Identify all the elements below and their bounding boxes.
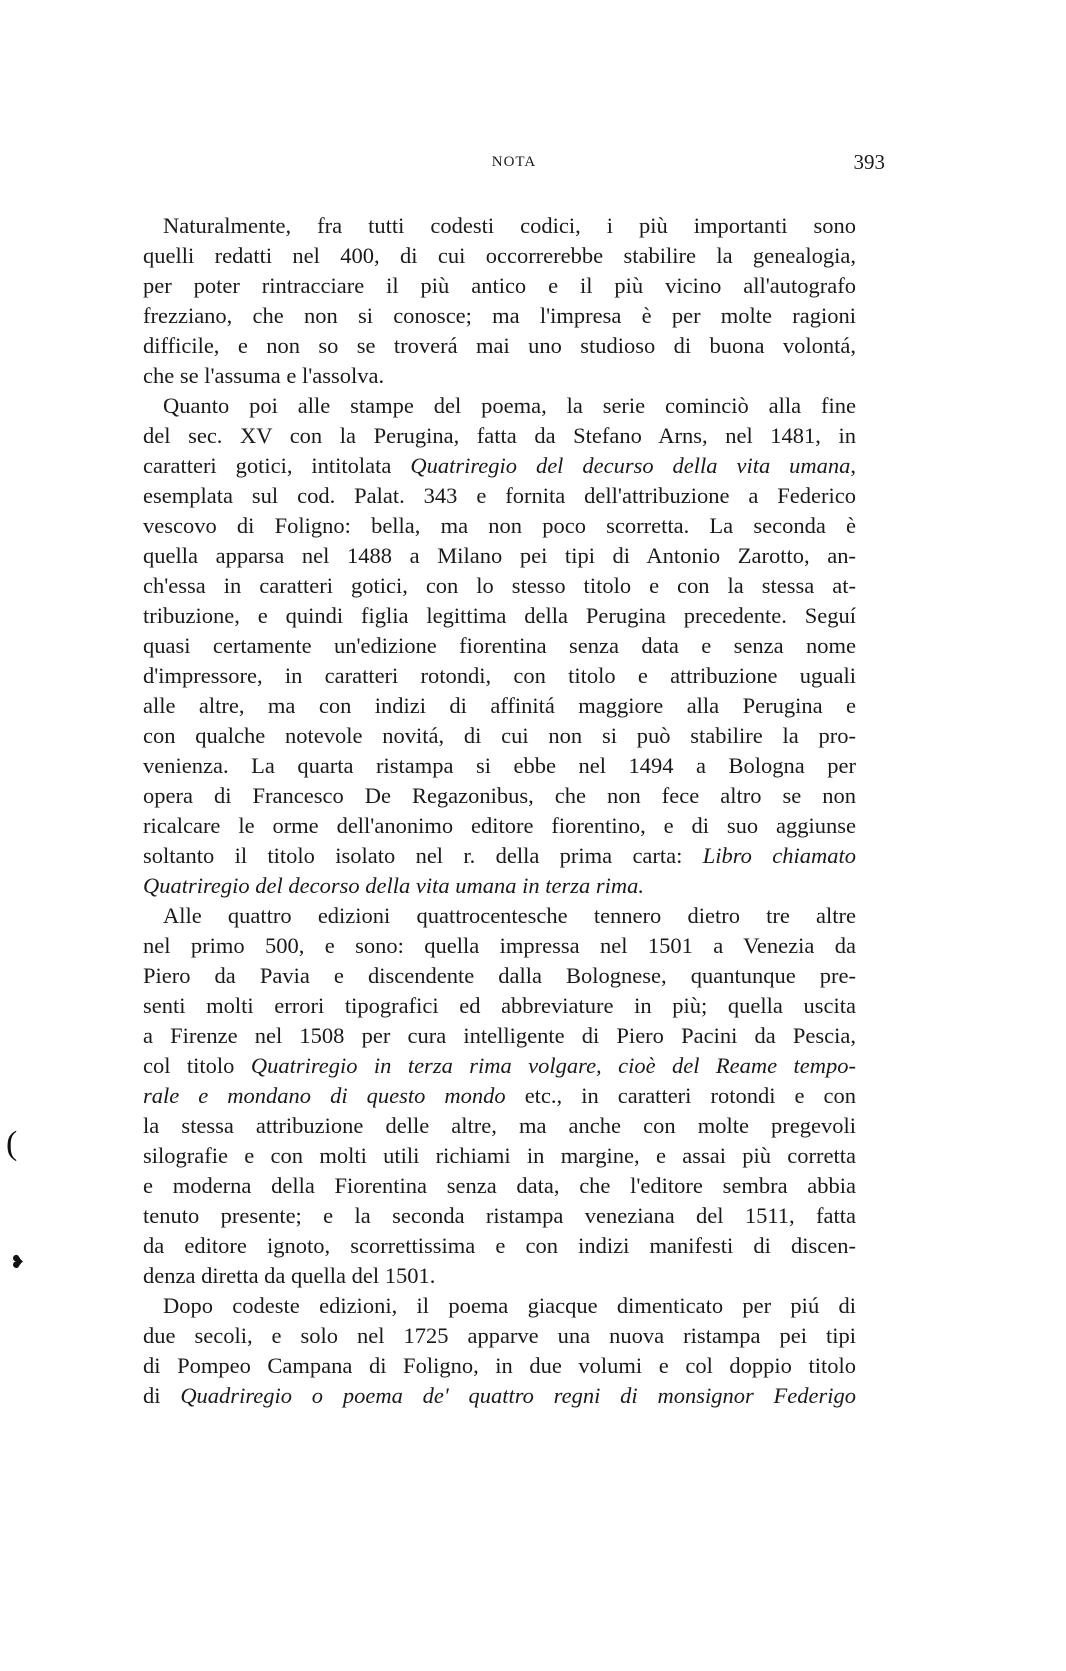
text-line [143,1021,856,1051]
text-segment: di [143,1383,181,1408]
italic-title-text: Quatriregio del decurso della vita umana [410,453,851,478]
text-segment: a Firenze nel 1508 per cura intelligente di Piero Pacini da Pescia, [143,1023,856,1048]
text-segment: del sec. XV con la Perugina, fatta da Stefano Arns, nel 1481, in [143,423,856,448]
text-line [143,931,856,961]
text-segment: con qualche notevole novitá, di cui non si può stabilire la pro- [143,723,856,748]
text-line [143,1171,856,1201]
text-segment: silografie e con molti utili richiami in margine, e assai più corretta [143,1143,856,1168]
text-segment: alle altre, ma con indizi di affinitá maggiore alla Perugina e [143,693,856,718]
text-line [143,1351,856,1381]
text-segment: tribuzione, e quindi figlia legittima della Perugina precedente. Seguí [143,603,856,628]
text-segment: la stessa attribuzione delle altre, ma anche con molte pregevoli [143,1113,856,1138]
text-line [143,691,856,721]
text-line [143,961,856,991]
text-segment: due secoli, e solo nel 1725 apparve una nuova ristampa pei tipi [143,1323,856,1348]
text-segment: difficile, e non so se troverá mai uno studioso di buona volontá, [143,333,856,358]
text-segment: da editore ignoto, scorrettissima e con indizi manifesti di discen- [143,1233,856,1258]
text-segment: col titolo [143,1053,251,1078]
text-segment: quasi certamente un'edizione fiorentina senza data e senza nome [143,633,856,658]
text-segment: caratteri gotici, intitolata [143,453,411,478]
text-segment: denza diretta da quella del 1501. [143,1263,436,1288]
text-line [143,331,856,361]
text-line [143,781,856,811]
margin-ink-mark: ❥ [10,1252,26,1272]
italic-title-text: Libro chiamato [702,843,856,868]
text-line [143,991,856,1021]
text-segment: senti molti errori tipografici ed abbreviature in più; quella uscita [143,993,856,1018]
paragraph [143,211,856,391]
text-line [143,661,856,691]
text-segment: Dopo codeste edizioni, il poema giacque dimenticato per piú di [163,1293,856,1318]
text-segment: Naturalmente, fra tutti codesti codici, i più importanti sono [163,213,856,238]
text-segment: frezziano, che non si conosce; ma l'impresa è per molte ragioni [143,303,856,328]
text-segment: quelli redatti nel 400, di cui occorrerebbe stabilire la genealogia, [143,243,856,268]
text-segment: esemplata sul cod. Palat. 343 e fornita dell'attribuzione a Federico [143,483,856,508]
text-segment: , [850,453,856,478]
text-line [143,391,856,421]
text-segment: che se l'assuma e l'assolva. [143,363,385,388]
text-line [143,1141,856,1171]
text-line [143,1261,856,1291]
text-line [143,631,856,661]
italic-title-text: Quatriregio del decorso della vita umana in terza rima. [143,873,644,898]
text-segment: e moderna della Fiorentina senza data, che l'editore sembra abbia [143,1173,856,1198]
text-segment: opera di Francesco De Regazonibus, che non fece altro se non [143,783,856,808]
text-line [143,751,856,781]
italic-title-text: Quadriregio o poema de' quattro regni di monsignor Federigo [180,1383,856,1408]
text-segment: d'impressore, in caratteri rotondi, con titolo e attribuzione uguali [143,663,856,688]
text-line [143,1201,856,1231]
italic-title-text: Quatriregio in terza rima volgare, cioè del Reame tempo- [250,1053,856,1078]
text-segment: Alle quattro edizioni quattrocentesche tennero dietro tre altre [163,903,856,928]
text-line [143,901,856,931]
text-segment: per poter rintracciare il più antico e il più vicino all'autografo [143,273,856,298]
text-line [143,601,856,631]
text-line [143,241,856,271]
text-segment: venienza. La quarta ristampa si ebbe nel 1494 a Bologna per [143,753,856,778]
margin-bracket-mark: ( [6,1125,18,1162]
text-line [143,841,856,871]
text-segment: tenuto presente; e la seconda ristampa veneziana del 1511, fatta [143,1203,856,1228]
text-segment: ch'essa in caratteri gotici, con lo stesso titolo e con la stessa at- [143,573,856,598]
text-line [143,721,856,751]
body-text [143,211,856,1411]
text-segment: Quanto poi alle stampe del poema, la serie cominciò alla fine [163,393,856,418]
text-line [143,421,856,451]
text-line [143,1081,856,1111]
text-line [143,541,856,571]
text-line [143,361,856,391]
text-segment: vescovo di Foligno: bella, ma non poco scorretta. La seconda è [143,513,856,538]
running-title: NOTA [491,154,537,170]
text-line [143,511,856,541]
text-line [143,481,856,511]
text-line [143,451,856,481]
paragraph [143,1291,856,1411]
text-line [143,1111,856,1141]
text-line [143,211,856,241]
text-segment: soltanto il titolo isolato nel r. della prima carta: [143,843,703,868]
text-line [143,1291,856,1321]
text-segment: etc., in caratteri rotondi e con [505,1083,856,1108]
text-line [143,811,856,841]
text-line [143,871,856,901]
text-line [143,571,856,601]
paragraph [143,391,856,901]
text-line [143,1231,856,1261]
running-header [143,150,885,180]
text-segment: Piero da Pavia e discendente dalla Bolognese, quantunque pre- [143,963,856,988]
text-line [143,1321,856,1351]
text-line [143,1381,856,1411]
text-segment: ricalcare le orme dell'anonimo editore fiorentino, e di suo aggiunse [143,813,856,838]
text-line [143,1051,856,1081]
text-segment: nel primo 500, e sono: quella impressa nel 1501 a Venezia da [143,933,856,958]
text-line [143,301,856,331]
paragraph [143,901,856,1291]
text-segment: quella apparsa nel 1488 a Milano pei tipi di Antonio Zarotto, an- [143,543,856,568]
text-line [143,271,856,301]
italic-title-text: rale e mondano di questo mondo [143,1083,506,1108]
text-segment: di Pompeo Campana di Foligno, in due volumi e col doppio titolo [143,1353,856,1378]
page-number: 393 [853,150,885,174]
